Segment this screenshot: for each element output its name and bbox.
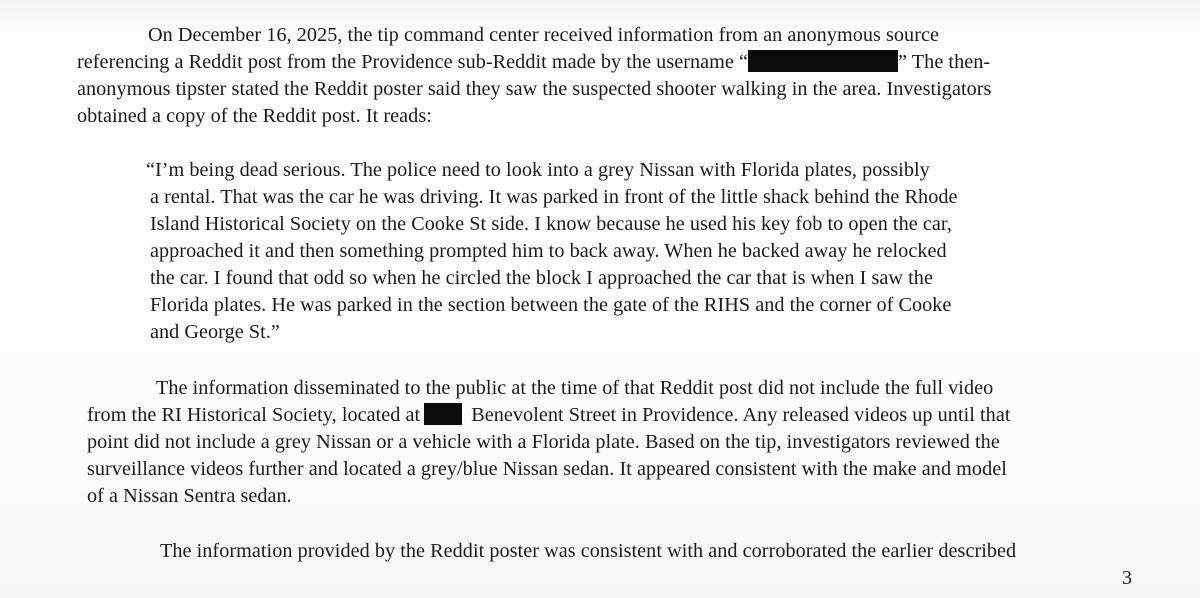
paragraph-2-line-2-text-b: Benevolent Street in Providence. Any released videos up until that [471,404,1011,426]
paragraph-1-line-2-text-a: referencing a Reddit post from the Providence sub-Reddit made by the username “ [77,51,749,73]
paragraph-2-line-2-text-a: from the RI Historical Society, located at [87,404,421,426]
paragraph-1-line-3: anonymous tipster stated the Reddit poster said they saw the suspected shooter walking in the area. Investigators [77,78,992,100]
paragraph-2-line-3: point did not include a grey Nissan or a vehicle with a Florida plate. Based on the tip, investigators reviewed the [87,431,1000,453]
paragraph-1-line-2 [77,49,990,75]
quote-line-1: “I’m being dead serious. The police need to look into a grey Nissan with Florida plates, possibly [146,159,930,181]
quote-line-5: the car. I found that odd so when he circled the block I approached the car that is when I saw the [150,267,933,289]
quote-line-6: Florida plates. He was parked in the section between the gate of the RIHS and the corner of Cooke [150,294,952,316]
redaction-box-username [748,50,898,72]
page-number: 3 [1122,567,1132,589]
paragraph-1-line-4: obtained a copy of the Reddit post. It reads: [77,105,432,127]
quote-line-3: Island Historical Society on the Cooke St side. I know because he used his key fob to open the car, [150,213,952,235]
paragraph-2-line-4: surveillance videos further and located a grey/blue Nissan sedan. It appeared consistent with the make and model [87,458,1007,480]
paragraph-2-line-5: of a Nissan Sentra sedan. [87,485,292,507]
paragraph-1-line-1: On December 16, 2025, the tip command center received information from an anonymous source [148,24,939,46]
paragraph-2-line-1: The information disseminated to the public at the time of that Reddit post did not include the full video [156,377,994,399]
paragraph-2-line-2 [87,402,1011,428]
paragraph-3-line-1: The information provided by the Reddit poster was consistent with and corroborated the earlier described [160,540,1017,562]
quote-line-2: a rental. That was the car he was driving. It was parked in front of the little shack behind the Rhode [150,186,958,208]
quote-line-4: approached it and then something prompted him to back away. When he backed away he relocked [150,240,947,262]
quote-line-7: and George St.” [150,321,280,343]
paragraph-1-line-2-text-b: ” The then- [898,51,991,73]
redaction-box-address [424,403,462,425]
